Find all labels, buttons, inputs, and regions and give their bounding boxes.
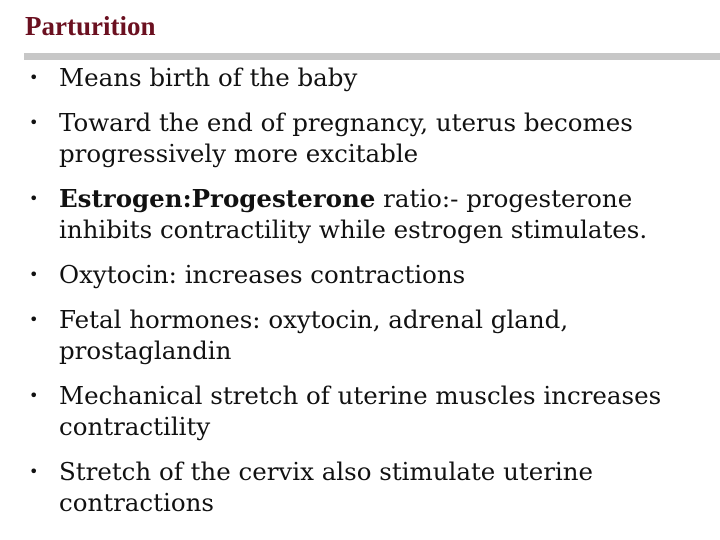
bullet-dot-icon: •	[29, 68, 39, 87]
bullet-item	[26, 304, 706, 366]
bullet-item	[26, 380, 706, 442]
title-divider	[24, 53, 720, 60]
bullet-dot-icon: •	[29, 265, 39, 284]
bullet-text: ratio:- progesterone inhibits contractility while estrogen stimulates.	[59, 184, 648, 244]
bullet-text: Mechanical stretch of uterine muscles increases contractility	[59, 381, 662, 441]
bullet-item	[26, 62, 706, 93]
bullet-text: Oxytocin: increases contractions	[59, 260, 466, 289]
bullet-text: Fetal hormones: oxytocin, adrenal gland, prostaglandin	[59, 305, 569, 365]
bullet-text: Stretch of the cervix also stimulate uterine contractions	[59, 457, 594, 517]
bullet-item	[26, 183, 706, 245]
bullet-text: Toward the end of pregnancy, uterus becomes progressively more excitable	[59, 108, 633, 168]
bullet-dot-icon: •	[29, 386, 39, 405]
bullet-item	[26, 259, 706, 290]
bullet-item	[26, 107, 706, 169]
bullet-item	[26, 456, 706, 518]
slide-title: Parturition	[25, 11, 156, 41]
bullet-bold-term: Estrogen:Progesterone	[59, 184, 376, 213]
bullet-dot-icon: •	[29, 189, 39, 208]
bullet-dot-icon: •	[29, 310, 39, 329]
bullet-dot-icon: •	[29, 113, 39, 132]
bullet-text: Means birth of the baby	[59, 63, 358, 92]
bullet-dot-icon: •	[29, 462, 39, 481]
bullet-list	[26, 62, 706, 532]
